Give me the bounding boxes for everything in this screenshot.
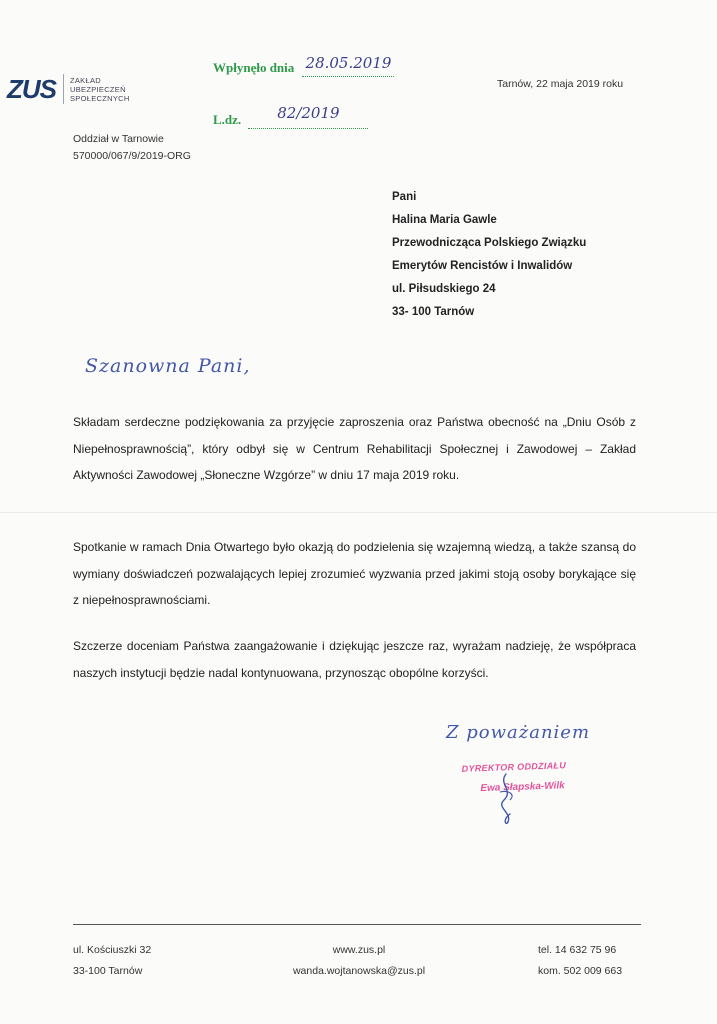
logo-divider xyxy=(63,74,64,104)
letter-date: Tarnów, 22 maja 2019 roku xyxy=(497,78,624,90)
logo-text xyxy=(70,76,130,103)
recipient-line: 33- 100 Tarnów xyxy=(392,306,475,318)
received-label: Wpłynęło dnia xyxy=(213,60,295,75)
logo-line: SPOŁECZNYCH xyxy=(70,93,130,103)
zus-logo xyxy=(7,74,130,104)
signatory-name: Ewa Słapska-Wilk xyxy=(480,780,565,795)
register-number-label: L.dz. xyxy=(213,112,242,127)
body-paragraph: Spotkanie w ramach Dnia Otwartego było okazją do podzielenia się wzajemną wiedzą, a także szansą do wymiany doświadczeń pozwalających lepiej zrozumieć wyzwania przed jakimi stoją osoby borykające się z niepełnosprawnościami. xyxy=(73,540,636,607)
signatory-title: DYREKTOR ODDZIAŁU xyxy=(461,760,567,774)
footer-phones xyxy=(538,940,622,982)
body-paragraph: Składam serdeczne podziękowania za przyjęcie zaproszenia oraz Państwa obecność na „Dniu Osób z Niepełnosprawnością”, który odbył się w Centrum Rehabilitacji Społecznej i Zawodowej – Zakład Aktywności Zawodowej „Słoneczne Wzgórze” w dniu 17 maja 2019 roku. xyxy=(73,415,636,482)
logo-line: UBEZPIECZEŃ xyxy=(70,84,126,94)
received-date: 28.05.2019 xyxy=(305,54,392,72)
footer-city: 33-100 Tarnów xyxy=(73,965,143,977)
recipient-line: Halina Maria Gawle xyxy=(392,214,497,226)
logo-line: ZAKŁAD xyxy=(70,75,101,85)
handwritten-closing: Z poważaniem xyxy=(446,722,591,743)
footer-divider xyxy=(73,924,641,925)
footer-website: www.zus.pl xyxy=(332,944,386,956)
office-info xyxy=(73,131,191,165)
footer-mobile: kom. 502 009 663 xyxy=(538,965,623,977)
recipient-block xyxy=(392,186,586,324)
footer-email: wanda.wojtanowska@zus.pl xyxy=(292,965,426,977)
office-name: Oddział w Tarnowie xyxy=(73,133,164,145)
footer-address xyxy=(73,940,151,982)
body-paragraph: Szczerze doceniam Państwa zaangażowanie i dziękując jeszcze raz, wyrażam nadzieję, że współpraca naszych instytucji będzie nadal kontynuowana, przynosząc obopólne korzyści. xyxy=(73,639,636,680)
footer-contact xyxy=(284,940,434,982)
recipient-line: Przewodnicząca Polskiego Związku xyxy=(392,237,587,249)
recipient-line: Pani xyxy=(392,191,417,203)
footer-phone: tel. 14 632 75 96 xyxy=(538,944,617,956)
logo-mark: ZUS xyxy=(7,74,56,104)
handwritten-signature xyxy=(488,770,528,830)
office-reference: 570000/067/9/2019-ORG xyxy=(73,150,191,162)
recipient-line: Emerytów Rencistów i Inwalidów xyxy=(392,260,573,272)
recipient-line: ul. Piłsudskiego 24 xyxy=(392,283,496,295)
handwritten-greeting: Szanowna Pani, xyxy=(85,355,251,377)
footer-street: ul. Kościuszki 32 xyxy=(73,944,152,956)
fold-line xyxy=(0,512,717,513)
register-number: 82/2019 xyxy=(277,104,340,122)
